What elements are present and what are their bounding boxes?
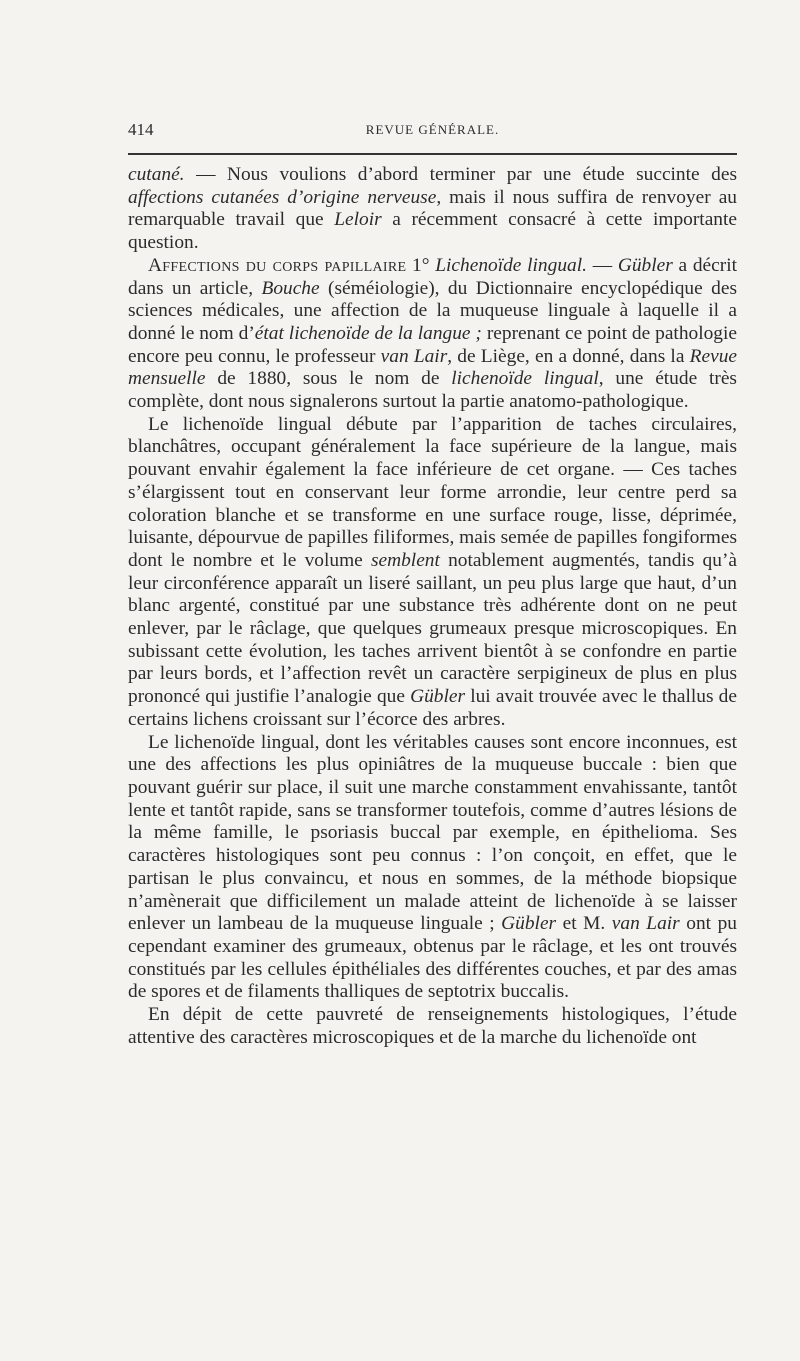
text-span: de 1880, sous le nom de bbox=[205, 368, 452, 390]
paragraph-1 bbox=[128, 164, 737, 255]
text-span: — bbox=[586, 254, 618, 276]
body-text bbox=[128, 164, 737, 1049]
text-span: Lichenoïde lingual. bbox=[435, 254, 587, 276]
header-rule bbox=[128, 153, 737, 155]
section-heading: Affections du corps papillaire bbox=[148, 254, 407, 276]
text-span: et M. bbox=[556, 913, 612, 935]
text-span: lui avait trouvée avec le thallus de certains lichens croissant sur l’écorce des arbres. bbox=[128, 686, 737, 730]
text-span: état lichenoïde de la langue ; bbox=[254, 322, 482, 344]
paragraph-5 bbox=[128, 1004, 737, 1049]
text-span: affections cutanées d’origine nerveuse bbox=[128, 186, 437, 208]
text-span: a récemment consacré à cette importante question. bbox=[128, 209, 737, 254]
text-span: reprenant ce point de pathologie encore peu connu, le professeur bbox=[128, 322, 737, 367]
text-span: van Lair bbox=[380, 345, 448, 367]
text-span: lichenoïde lingual bbox=[451, 368, 599, 390]
paragraph-4 bbox=[128, 732, 737, 1004]
text-span: ont pu cependant examiner des grumeaux, obtenus par le râclage, et les ont trouvés constitués par les cellules épithéliales des différentes couches, et par des amas de spores et de filaments thalliques de septotrix buccalis. bbox=[128, 913, 737, 1003]
text-span: semblent bbox=[370, 549, 440, 571]
text-span: En dépit de cette pauvreté de renseignements histologiques, l’étude attentive des caractères microscopiques et de la marche du lichenoïde ont bbox=[128, 1004, 737, 1048]
text-span: notablement augmentés, tandis qu’à leur circonférence apparaît un liseré saillant, un peu plus large que haut, d’un blanc argenté, constitué par une substance très adhérente dont on ne peut enlever, par le râclage, que quelques grumeaux presque microscopiques. En subissant cette évolution, les taches arrivent bientôt à se confondre en partie par leurs bords, et l’affection revêt un caractère serpigineux de plus en plus prononcé qui justifie l’analogie que bbox=[128, 549, 738, 708]
text-span: (séméiologie), du Dictionnaire encyclopédique des sciences médicales, une affection de la muqueuse linguale à laquelle il a donné le nom d’ bbox=[128, 277, 737, 344]
text-span: Leloir bbox=[334, 209, 382, 231]
text-span: a décrit dans un article, bbox=[128, 254, 737, 299]
text-span: cutané. bbox=[128, 164, 185, 185]
page-number: 414 bbox=[128, 120, 154, 139]
text-span: Le lichenoïde lingual débute par l’apparition de taches circulaires, blanchâtres, occupant généralement la face supérieure de la langue, mais pouvant envahir également la face inférieure de cet organe. — Ces taches s’élargissent tout en conservant leur forme arrondie, leur centre perd sa coloration blanche et se transforme en une surface rouge, lisse, déprimée, luisante, dépourvue de papilles filiformes, mais semée de papilles fongiformes dont le nombre et le volume bbox=[128, 413, 738, 571]
text-span: Le lichenoïde lingual, dont les véritables causes sont encore inconnues, est une des affections les plus opiniâtres de la muqueuse buccale : bien que pouvant guérir sur place, il suit une marche constamment envahissante, tantôt lente et tantôt rapide, sans se transformer toutefois, comme d’autres lésions de la même famille, le psoriasis buccal par exemple, en épithelioma. Ses caractères histologiques sont peu connus : l’on conçoit, en effet, que le partisan le plus convaincu, et nous en sommes, de la méthode biopsique n’amènerait que difficilement un malade atteint de lichenoïde à se laisser enlever un lambeau de la muqueuse linguale ; bbox=[128, 731, 737, 935]
paragraph-2 bbox=[128, 255, 737, 414]
text-span: 1° bbox=[406, 254, 436, 276]
page-header bbox=[128, 118, 737, 142]
text-span: — Nous voulions d’abord terminer par une étude succinte des bbox=[184, 164, 737, 185]
text-span: Bouche bbox=[261, 277, 320, 299]
text-span: , de Liège, en a donné, dans la bbox=[447, 345, 690, 367]
text-span: Gübler bbox=[501, 913, 557, 935]
text-span: van Lair bbox=[611, 913, 680, 935]
text-span: Revue mensuelle bbox=[128, 345, 737, 390]
text-span: Gübler bbox=[410, 686, 466, 708]
text-span: , mais il nous suffira de renvoyer au remarquable travail que bbox=[128, 186, 737, 231]
paragraph-3 bbox=[128, 414, 737, 732]
running-title: REVUE GÉNÉRALE. bbox=[365, 122, 500, 137]
text-span: Gübler bbox=[617, 254, 673, 276]
text-span: , une étude très complète, dont nous signalerons surtout la partie anatomo-pathologique. bbox=[128, 368, 737, 413]
